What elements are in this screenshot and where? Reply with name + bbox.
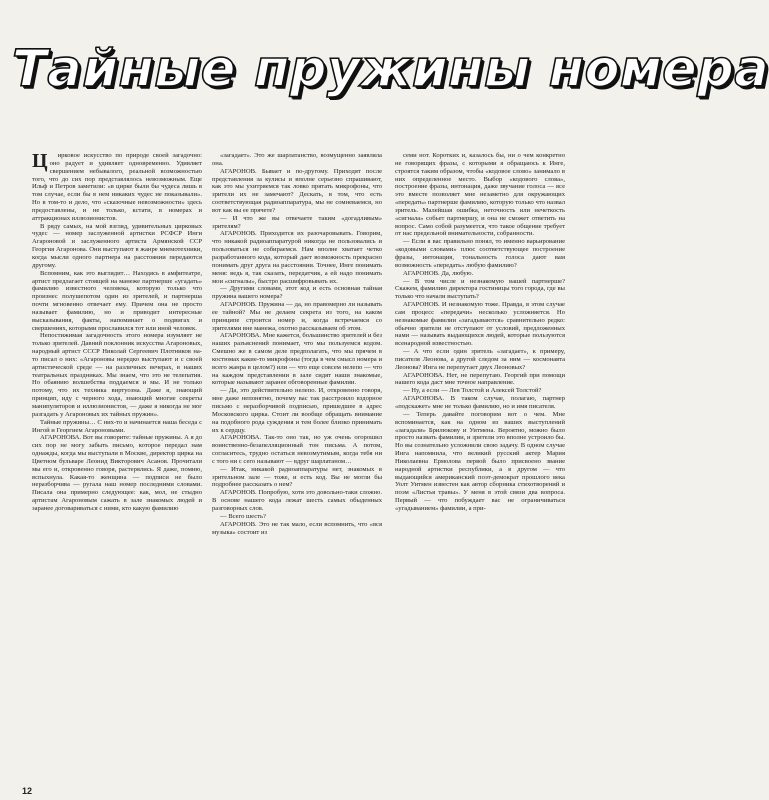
paragraph: АГАРОНОВ. Приходится их разочаровывать. Говорим, что никакой радиоаппаратурой никогда не пользовались и пользоваться не собираемся. Нам вполне хватает четко разработанного кода, который дает возможность прекрасно понимать друг друга на расстоянии. Точнее, Инге понимать меня: ведь я, так сказать, передатчик, а ей надо понимать мои «сигналы», быстро расшифровывать их. <box>212 230 382 285</box>
paragraph: — Теперь давайте поговорим вот о чем. Мне вспоминается, как на одном из ваших выступлений «загадали» Брилюкову и Уитмена. Вероятно, можно было просто назвать фамилии, и зрители это вполне устроило бы. Но вы сознательно усложнили свою задачу. В одном случае Инга напомнила, что великий русский актер Мария Николаевна Ермолова первой было присвоено звание народной артистки республики, а в другом — что выдающийся американский поэт-демократ прошлого века Уолт Уитмен известен как автор сборника стихотворений и поэм «Листья травы». У меня в этой связи два вопроса. Первый — что побуждает вас не ограничиваться «угадыванием» фамилии, а при- <box>395 410 565 512</box>
text-column-1 <box>32 152 202 772</box>
paragraph-text: ирковое искусство по природе своей загадочно: оно радует и удивляет одновременно. Удивляет свершением небывалого, реальной возможностью того, что до сих пор представлялось невозможным. Еще Ильф и Петров заметили: «в цирке были бы чудеса лишь в том случае, если бы в нем никаких чудес не показывали». Но в том-то и дело, что «сказочные невозможности» здесь предоставлены, и не только, кстати, в номерах и аттракционах иллюзионистов. <box>32 152 202 222</box>
drop-cap: Ц <box>32 150 48 172</box>
paragraph: — Если я вас правильно понял, то именно варьирование «кодовыми словами» плюс соответствующее построение фразы, интонация, тональность голоса дают вам возможность «передать» любую фамилию? <box>395 238 565 269</box>
paragraph: АГАРОНОВ. Бывает и по-другому. Приходят после представления за кулисы и вполне серьезно спрашивают, как это мы ухитряемся так ловко прятать микрофоны, что зрители их не замечают? Дескать, в том, что есть соответствующая радиоаппаратура, мы не сомневаемся, но вот как вы ее прячете? <box>212 167 382 214</box>
paragraph: АГАРОНОВ. И незнакомую тоже. Правда, в этом случае сам процесс «передачи» несколько усложняется. Но незнакомые фамилии «загадываются» сравнительно редко: обычно зрители не отступают от условий, предложенных нами — называть выдающихся людей, которые пользуются всенародной известностью. <box>395 301 565 348</box>
paragraph: семи нот. Коротких и, казалось бы, ни о чем конкретно не говорящих фразы, с которыми я обращаюсь к Инге, строятся таким образом, чтобы «кодовое слово» занимало в них определенное место. Выбор «кодового слова», построение фразы, интонация, даже звучание голоса — все это вместе позволяет мне незаметно для окружающих «передать» партнерше фамилию, которую только что назвал зритель. Малейшая ошибка, неточность или нечеткость «сигнала» собьет партнершу, и она не сможет ответить на вопрос. Само собой разумеется, что такое общение требует от нас предельной внимательности, собранности. <box>395 152 565 238</box>
paragraph: — Ну, а если — Лев Толстой и Алексей Толстой? <box>403 387 542 395</box>
paragraph: Тайные пружины… С них-то и начинается наша беседа с Ингой и Георгием Агароновыми. <box>32 418 202 434</box>
paragraph: — А что если один зритель «загадает», к примеру, писателя Леонова, а другой следом за ним — космонавта Леонова? Инга не перепутает двух Леоновых? <box>395 348 565 371</box>
text-column-3 <box>395 152 565 772</box>
paragraph: АГАРОНОВ. Это не так мало, если вспомнить, что «вся музыка» состоит из <box>212 520 382 536</box>
article-headline <box>12 34 769 104</box>
page-number: 12 <box>22 786 33 796</box>
paragraph: АГАРОНОВА. Вот вы говорите: тайные пружины. А я до сих пор не могу забыть письмо, которое передал нам однажды, когда мы выступали в Москве, директор цирка на Цветном бульваре Леонид Викторович Асанов. Прочитали мы его и, откровенно говоря, растерялись. Я даже, помню, вспыхнула. Какая-то женщина — подписи не было неразборчива — ругала наш номер последними словами. Писала она примерно следующее: как, мол, не стыдно артистам Агароновым сажать в зале знакомых людей и заранее договариваться с ними, кто какую фамилию <box>32 434 202 512</box>
headline-text: Тайные пружины номера <box>12 39 769 99</box>
paragraph: АГАРОНОВА. Нет, не перепутаю. Георгий при помощи нашего кода даст мне точное направление. <box>395 371 565 387</box>
paragraph: — Итак, никакой радиоаппаратуры нет, знакомых в зрительном зале — тоже, и есть код. Вы не могли бы подробнее рассказать о нем? <box>212 465 382 489</box>
paragraph: АГАРОНОВА. Так-то оно так, но уж очень огорошил воинственно-безапелляционный тон письма. А потом, согласитесь, трудно остаться невозмутимым, когда тебя ни с того ни с сего называют — вдруг шарлатаном… <box>212 434 382 465</box>
paragraph: «загадает». Это же шарлатанство, возмущенно заявляла она. <box>212 152 382 167</box>
paragraph: — В том числе и незнакомую вашей партнерше? Скажем, фамилию директора гостиницы того города, где вы только что начали выступать? <box>395 277 565 301</box>
paragraph: АГАРОНОВ. Попробую, хотя это довольно-таки сложно. В основе нашего кода лежат шесть самых обыденных разговорных слов. <box>212 489 382 512</box>
paragraph: АГАРОНОВА. В таком случае, полагаю, партнер «подскажет» мне не только фамилию, но и имя писателя. <box>395 395 565 410</box>
paragraph: — Всего шесть? <box>220 512 266 520</box>
paragraph: — И что же вы отвечаете таким «догадливым» зрителям? <box>212 214 382 230</box>
paragraph: Вспомним, как это выглядит… Находясь в амфитеатре, артист предлагает стоящей на манеже партнерше «угадать» фамилию известного человека, которую только что произнес полушепотом один из зрителей, и партнерша почти мгновенно отвечает ему. Причем она не просто называет фамилию, но и приводит интересные высказывания, факты, напоминает о подвигах и свершениях, которыми прославился тот или иной человек. <box>32 269 202 332</box>
paragraph: АГАРОНОВ. Пружина — да, но правомерно ли называть ее тайной? Мы не делаем секрета из того, на каком принципе строится номер и, когда встречаемся со зрителями вне манежа, охотно рассказываем об этом. <box>212 301 382 332</box>
paragraph: АГАРОНОВ. Да, любую. <box>403 269 474 277</box>
paragraph: Непостижимая загадочность этого номера изумляет не только зрителей. Давний поклонник искусства Агароновых, народный артист СССР Николай Сергеевич Плотников на-то писал о них: «Агароновы нередко выступают и с своей артистической среде — на различных вечерах, в наших театральных праздниках. Мы знаем, что это не телепатия. Но обаянию волшебства поддаемся и мы. И не только потому, что их техника виртуозна. Даже я, знающий принцип, иду с черного хода, знающий многие секреты манипуляторов и иллюзионистов, — даже я никогда не мог разгадать у Агароновых их тайных пружин». <box>32 332 202 418</box>
paragraph: АГАРОНОВА. Мне кажется, большинство зрителей и без наших разъяснений понимает, что мы пользуемся кодом. Смешно же в самом деле предполагать, что мы прячем в костюмах какие-то микрофоны (тогда в чем смысл номера и всего жанра в целом?) или — что еще совсем нелепо — что на каждом представлении в зале сидят наши знакомые, которые называют заранее обговоренные фамилии. <box>212 332 382 387</box>
text-column-2 <box>212 152 382 772</box>
paragraph <box>32 152 202 223</box>
paragraph: — Да, это действительно нелепо. И, откровенно говоря, мне даже непонятно, почему вас так расстроило вздорное письмо с неразборчивой подписью, пришедшее в адрес Московского цирка. Стоит ли вообще обращать внимание на подобного рода суждения и тем более близко принимать их к сердцу. <box>212 387 382 434</box>
paragraph: — Другими словами, этот код и есть основная тайная пружина вашего номера? <box>212 285 382 301</box>
paragraph: В ряду самых, на мой взгляд, удивительных цирковых чудес — номер заслуженной артистки РСФСР Инги Агароновой и заслуженного артиста Армянской ССР Георгия Агаронова. Они выступают в жанре мнемотехники, когда мысли одного партнера на расстоянии передаются другому. <box>32 222 202 269</box>
